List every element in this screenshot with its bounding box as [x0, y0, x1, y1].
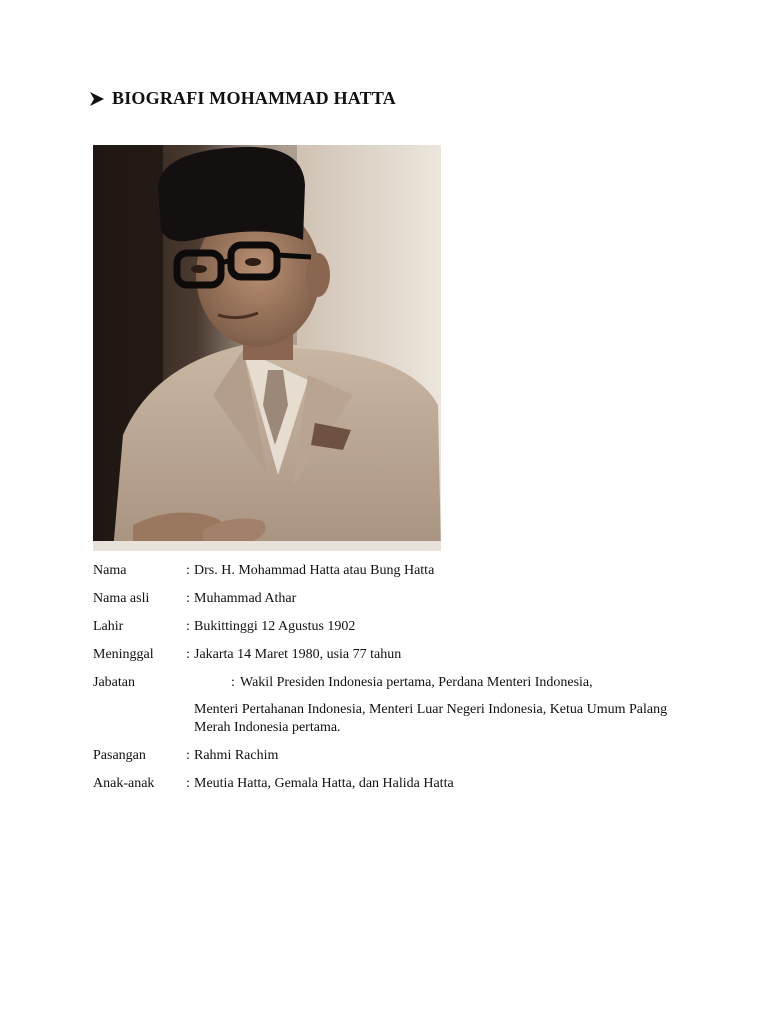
field-separator: :	[231, 675, 235, 690]
field-value: Wakil Presiden Indonesia pertama, Perdana Menteri Indonesia,	[240, 675, 593, 690]
field-label: Meninggal	[93, 647, 154, 662]
field-value: Bukittinggi 12 Agustus 1902	[194, 619, 356, 634]
field-label: Lahir	[93, 619, 124, 634]
field-label: Nama	[93, 563, 127, 578]
field-label: Nama asli	[93, 591, 150, 606]
document-heading	[88, 88, 396, 109]
field-value: Meutia Hatta, Gemala Hatta, dan Halida Hatta	[194, 776, 454, 791]
field-value: Drs. H. Mohammad Hatta atau Bung Hatta	[194, 563, 435, 578]
field-label: Pasangan	[93, 748, 146, 763]
field-label: Jabatan	[93, 675, 135, 690]
arrowhead-bullet-icon	[88, 90, 106, 108]
field-separator: :	[186, 619, 190, 634]
field-label: Anak-anak	[93, 776, 155, 791]
portrait-photo	[93, 145, 441, 551]
field-value: Rahmi Rachim	[194, 748, 279, 763]
field-separator: :	[186, 591, 190, 606]
field-value-continuation: Menteri Pertahanan Indonesia, Menteri Luar Negeri Indonesia, Ketua Umum Palang Merah Indonesia pertama.	[194, 702, 668, 735]
field-separator: :	[186, 647, 190, 662]
field-value: Muhammad Athar	[194, 591, 297, 606]
field-value: Jakarta 14 Maret 1980, usia 77 tahun	[194, 647, 402, 662]
field-separator: :	[186, 748, 190, 763]
field-separator: :	[186, 563, 190, 578]
page-title: BIOGRAFI MOHAMMAD HATTA	[112, 88, 396, 108]
field-separator: :	[186, 776, 190, 791]
